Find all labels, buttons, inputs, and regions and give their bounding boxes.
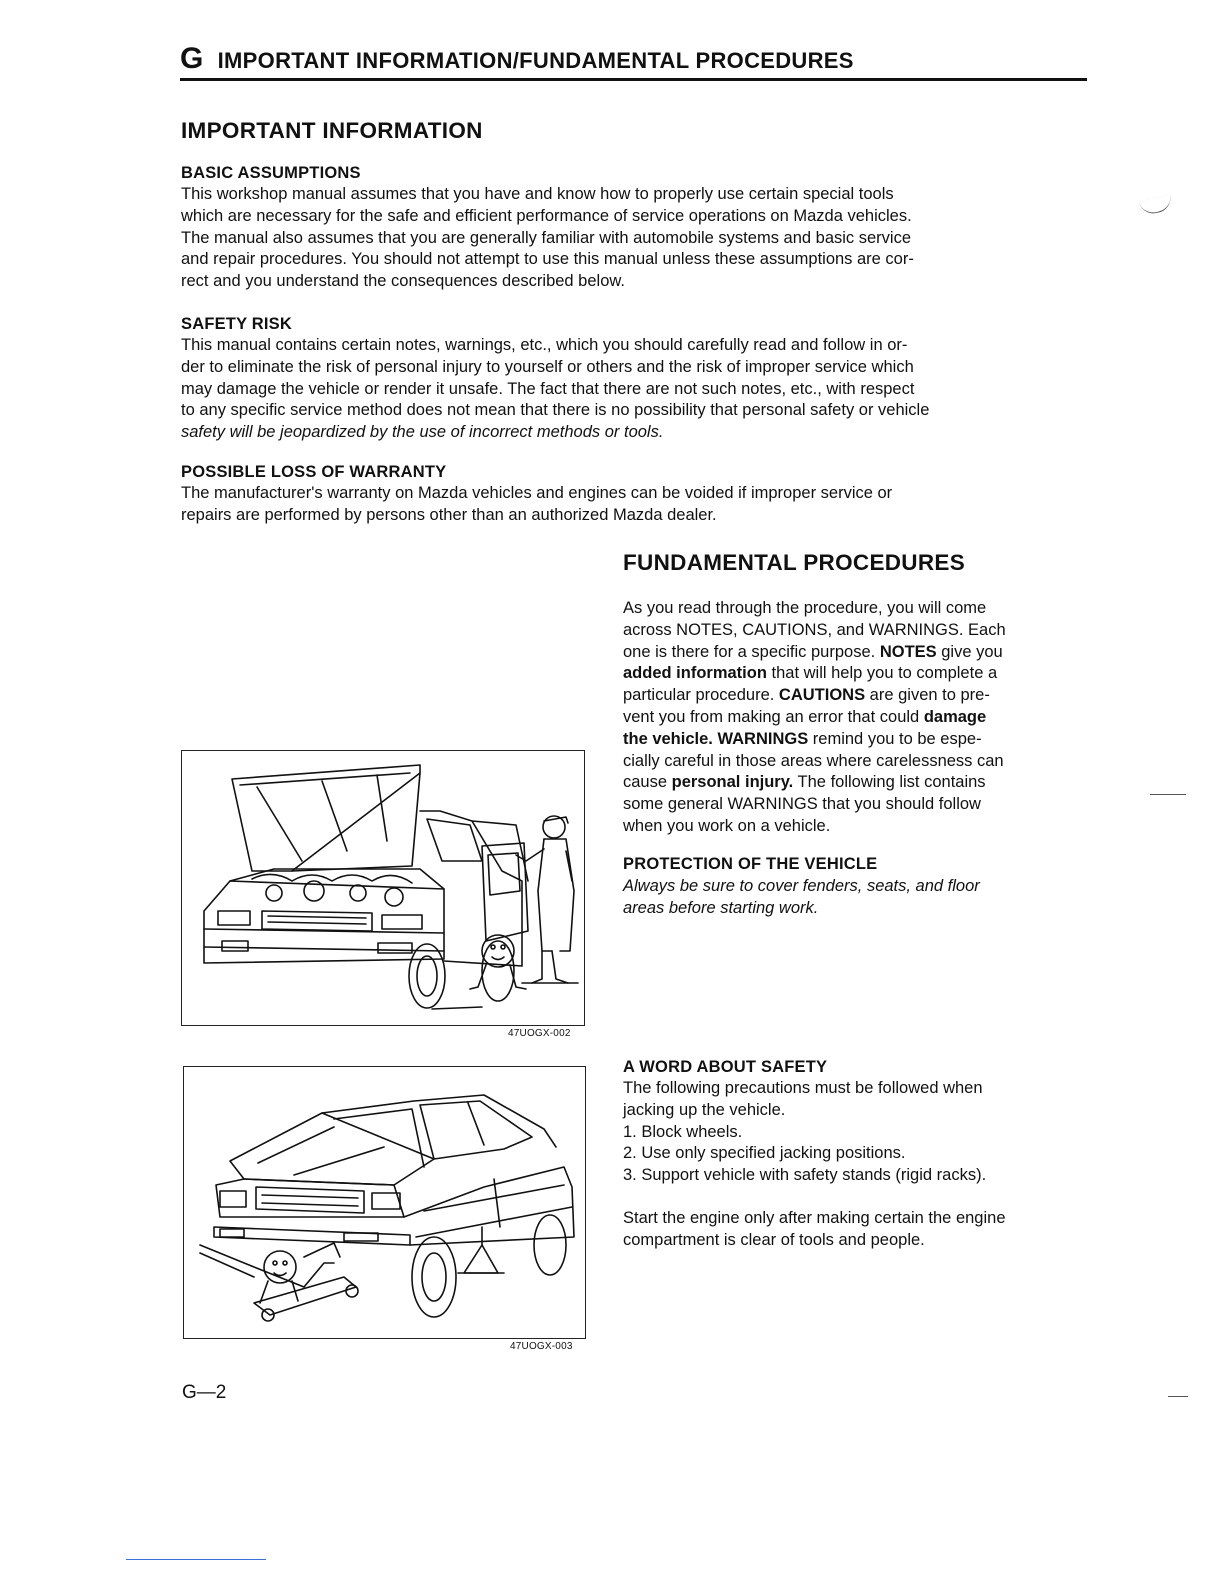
damage-emphasis: damage	[923, 707, 987, 726]
text-line: may damage the vehicle or render it unsafe. The fact that there are not such notes, etc., with respect	[181, 379, 915, 398]
figure-mechanic-hood-open	[181, 750, 585, 1026]
section-title: IMPORTANT INFORMATION/FUNDAMENTAL PROCEDURES	[217, 48, 854, 73]
fundamental-procedures-heading: FUNDAMENTAL PROCEDURES	[623, 550, 966, 575]
text-line: Always be sure to cover fenders, seats, and floor	[623, 877, 980, 895]
protection-text	[623, 876, 1085, 920]
notes-emphasis: NOTES	[879, 642, 937, 661]
text-line: repairs are performed by persons other than an authorized Mazda dealer.	[181, 505, 717, 524]
text-line	[623, 772, 1085, 794]
text-run: that will help you to complete a	[766, 664, 998, 683]
added-information-emphasis: added information	[623, 664, 767, 683]
text-run: are given to pre-	[865, 686, 990, 705]
safety-heading: A WORD ABOUT SAFETY	[623, 1058, 828, 1076]
text-run: cause	[623, 773, 672, 792]
text-run: vent you from making an error that could	[623, 707, 924, 726]
warranty-text	[181, 483, 1086, 527]
mechanic-car-illustration	[182, 751, 584, 1025]
text-line: der to eliminate the risk of personal injury to yourself or others and the risk of improper service which	[181, 357, 914, 376]
text-line: The following precautions must be followed when	[623, 1079, 983, 1097]
basic-assumptions-text	[181, 184, 1086, 293]
text-line: The manual also assumes that you are generally familiar with automobile systems and basic service	[181, 228, 912, 247]
safety-closing-text	[623, 1208, 1085, 1252]
page-number: G—2	[182, 1382, 227, 1403]
warnings-emphasis: the vehicle. WARNINGS	[623, 729, 809, 748]
text-run: give you	[936, 642, 1003, 661]
scan-mark	[1139, 195, 1173, 216]
text-line: areas before starting work.	[623, 898, 819, 917]
text-line: Start the engine only after making certain the engine	[623, 1209, 1006, 1227]
text-line: jacking up the vehicle.	[623, 1100, 786, 1119]
text-run: remind you to be espe-	[808, 729, 982, 748]
text-run: The following list contains	[793, 773, 986, 792]
text-line: This manual contains certain notes, warnings, etc., which you should carefully read and follow in or-	[181, 336, 908, 354]
figure-jacking-vehicle	[183, 1066, 586, 1339]
important-information-heading: IMPORTANT INFORMATION	[181, 118, 483, 143]
text-line: As you read through the procedure, you will come	[623, 599, 987, 617]
jacked-car-illustration	[184, 1067, 585, 1338]
safety-text	[623, 1078, 1085, 1187]
text-line: cially careful in those areas where carelessness can	[623, 751, 1004, 770]
safety-risk-text	[181, 335, 1086, 444]
fundamental-procedures-intro	[623, 598, 1085, 838]
text-line	[623, 729, 1085, 751]
list-item: 3. Support vehicle with safety stands (rigid racks).	[623, 1166, 987, 1185]
basic-assumptions-heading: BASIC ASSUMPTIONS	[181, 164, 361, 182]
text-line: This workshop manual assumes that you have and know how to properly use certain special tools	[181, 185, 894, 203]
figure-1-caption: 47UOGX-002	[508, 1028, 571, 1039]
section-header	[180, 42, 854, 76]
cautions-emphasis: CAUTIONS	[778, 686, 866, 705]
text-line: safety will be jeopardized by the use of incorrect methods or tools.	[181, 423, 664, 442]
warranty-heading: POSSIBLE LOSS OF WARRANTY	[181, 463, 447, 481]
section-letter: G	[180, 42, 204, 75]
header-rule	[180, 78, 1087, 81]
personal-injury-emphasis: personal injury.	[671, 773, 794, 792]
protection-heading: PROTECTION OF THE VEHICLE	[623, 855, 878, 873]
text-line: rect and you understand the consequences described below.	[181, 272, 625, 291]
text-line: across NOTES, CAUTIONS, and WARNINGS. Each	[623, 620, 1006, 639]
text-line: The manufacturer's warranty on Mazda vehicles and engines can be voided if improper service or	[181, 484, 893, 502]
text-line	[623, 685, 1085, 707]
list-item: 1. Block wheels.	[623, 1122, 743, 1141]
scan-mark	[1168, 1390, 1188, 1397]
text-line	[623, 707, 1085, 729]
text-line: compartment is clear of tools and people.	[623, 1230, 925, 1249]
text-run: one is there for a specific purpose.	[623, 642, 880, 661]
footer-link-rule	[126, 1559, 266, 1560]
text-line	[623, 663, 1085, 685]
text-line: and repair procedures. You should not attempt to use this manual unless these assumptions are cor-	[181, 250, 914, 269]
safety-risk-heading: SAFETY RISK	[181, 315, 292, 333]
text-line	[623, 642, 1085, 664]
text-line: when you work on a vehicle.	[623, 816, 831, 835]
figure-2-caption: 47UOGX-003	[510, 1341, 573, 1352]
list-item: 2. Use only specified jacking positions.	[623, 1144, 906, 1163]
text-line: which are necessary for the safe and efficient performance of service operations on Mazda vehicles.	[181, 206, 912, 225]
text-line: some general WARNINGS that you should follow	[623, 795, 981, 814]
scan-mark	[1150, 788, 1186, 795]
text-line: to any specific service method does not mean that there is no possibility that personal safety or vehicle	[181, 401, 930, 420]
text-run: particular procedure.	[623, 686, 779, 705]
